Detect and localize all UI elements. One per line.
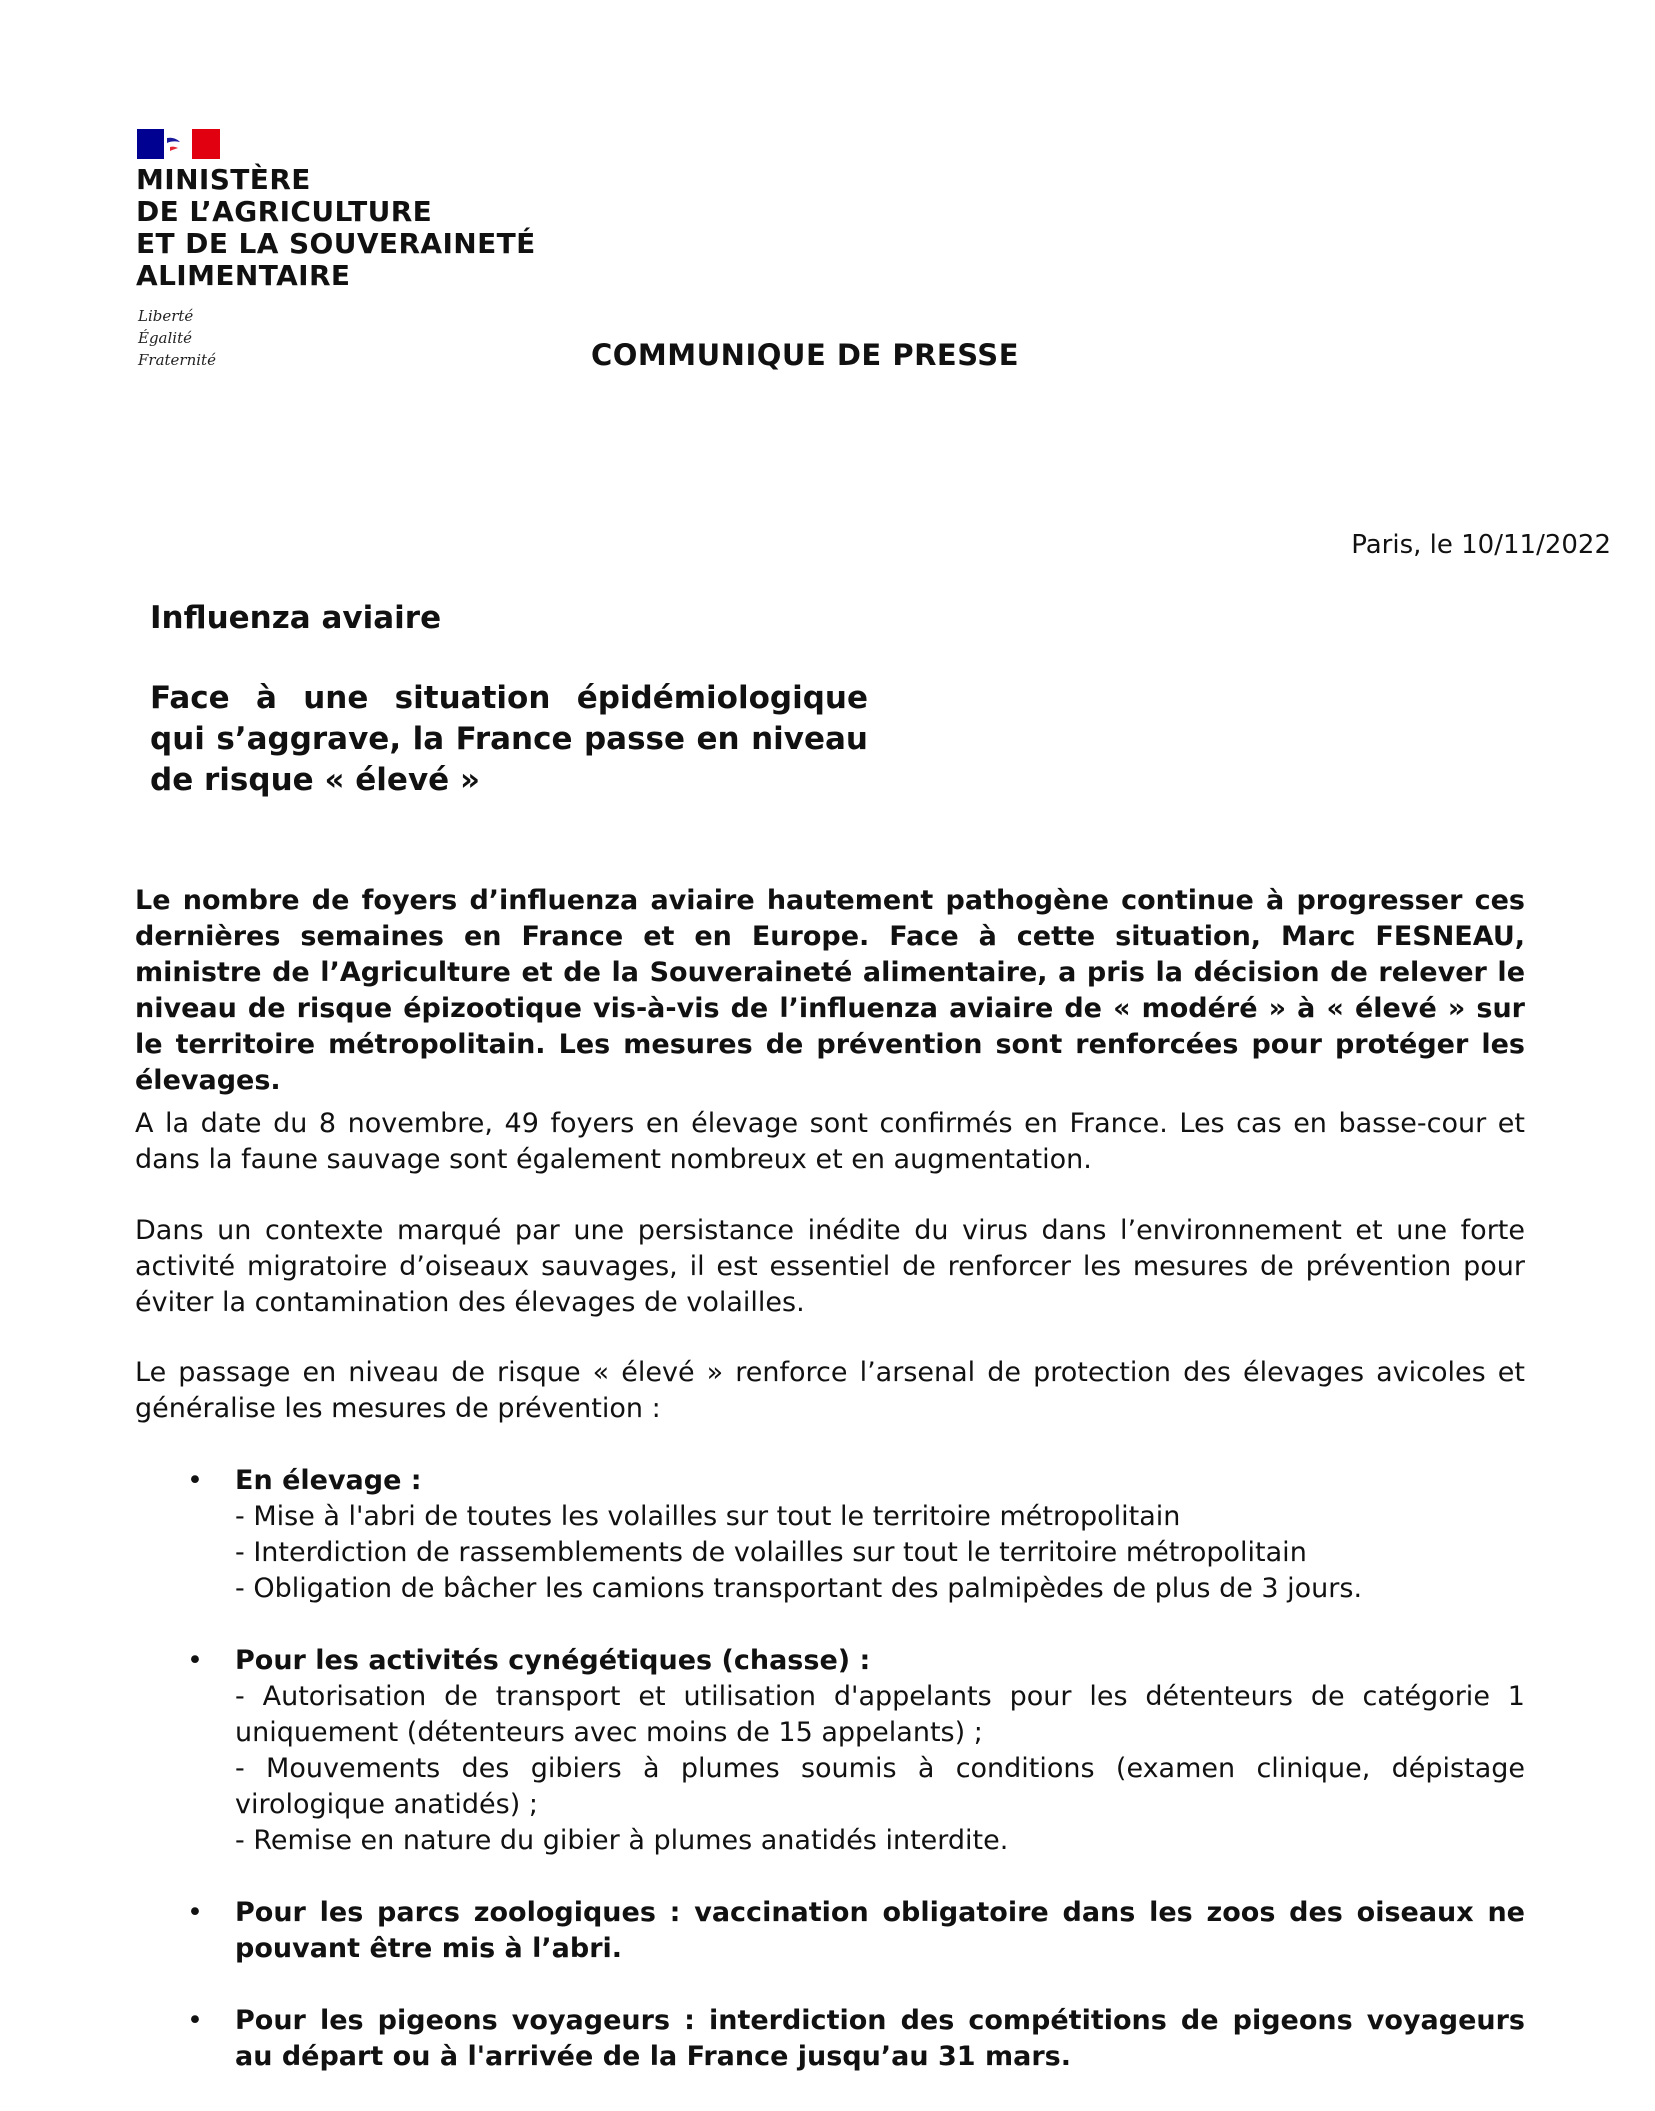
- bullet-icon: •: [187, 1897, 203, 1928]
- headline: Face à une situation épidémiologique qui s’aggrave, la France passe en niveau de risque « élevé »: [150, 680, 868, 798]
- bullet-icon: •: [187, 1465, 203, 1496]
- measure-line: - Autorisation de transport et utilisation d'appelants pour les détenteurs de catégorie 1 uniquement (détenteurs avec moins de 15 appelants) ;: [235, 1681, 1525, 1748]
- document-date: Paris, le 10/11/2022: [1351, 530, 1611, 560]
- measure-line: - Remise en nature du gibier à plumes anatidés interdite.: [235, 1825, 1009, 1856]
- measure-line: - Interdiction de rassemblements de volailles sur tout le territoire métropolitain: [235, 1537, 1307, 1568]
- measure-title: Pour les parcs zoologiques :: [235, 1897, 695, 1928]
- measure-line: - Mise à l'abri de toutes les volailles sur tout le territoire métropolitain: [235, 1501, 1181, 1532]
- measure-text: interdiction des compétitions de pigeons voyageurs au départ ou à l'arrivée de la France jusqu’au 31 mars.: [235, 2005, 1525, 2072]
- motto-line: Fraternité: [138, 351, 216, 369]
- marianne-flag-icon: [137, 129, 220, 159]
- motto-line: Liberté: [138, 307, 194, 325]
- ministry-name: [136, 164, 536, 292]
- measure-text: vaccination obligatoire dans les zoos des oiseaux ne pouvant être mis à l’abri.: [235, 1897, 1525, 1964]
- lead-paragraph: Le nombre de foyers d’influenza aviaire hautement pathogène continue à progresser ces dernières semaines en France et en Europe. Face à cette situation, Marc FESNEAU, ministre de l’Agriculture et de la Souveraineté alimentaire, a pris la décision de relever le niveau de risque épizootique vis-à-vis de l’influenza aviaire de « modéré » à « élevé » sur le territoire métropolitain. Les mesures de prévention sont renforcées pour protéger les élevages.: [135, 885, 1525, 1096]
- list-item: [135, 2003, 1525, 2075]
- list-item: [135, 1643, 1525, 1859]
- motto-line: Égalité: [138, 329, 192, 347]
- ministry-line: ALIMENTAIRE: [136, 259, 351, 292]
- ministry-line: ET DE LA SOUVERAINETÉ: [136, 227, 536, 260]
- measure-title: Pour les activités cynégétiques (chasse) :: [235, 1645, 871, 1676]
- document-title: COMMUNIQUE DE PRESSE: [590, 338, 1020, 372]
- list-item: [135, 1463, 1525, 1607]
- marianne-profile-icon: [137, 129, 220, 159]
- measure-title: En élevage :: [235, 1465, 422, 1496]
- measure-title: Pour les pigeons voyageurs :: [235, 2005, 709, 2036]
- bullet-icon: •: [187, 2005, 203, 2036]
- subject-heading: Influenza aviaire: [150, 600, 442, 636]
- measure-line: - Obligation de bâcher les camions transportant des palmipèdes de plus de 3 jours.: [235, 1573, 1363, 1604]
- ministry-line: DE L’AGRICULTURE: [136, 195, 433, 228]
- measures-list: [135, 1463, 1525, 2111]
- measure-line: - Mouvements des gibiers à plumes soumis à conditions (examen clinique, dépistage virologique anatidés) ;: [235, 1753, 1525, 1820]
- body-paragraph: A la date du 8 novembre, 49 foyers en élevage sont confirmés en France. Les cas en basse-cour et dans la faune sauvage sont également nombreux et en augmentation.: [135, 1108, 1525, 1175]
- bullet-icon: •: [187, 1645, 203, 1676]
- list-item: [135, 1895, 1525, 1967]
- body-paragraph: Dans un contexte marqué par une persistance inédite du virus dans l’environnement et une forte activité migratoire d’oiseaux sauvages, il est essentiel de renforcer les mesures de prévention pour éviter la contamination des élevages de volailles.: [135, 1215, 1525, 1318]
- ministry-line: MINISTÈRE: [136, 163, 311, 196]
- body-paragraph: Le passage en niveau de risque « élevé » renforce l’arsenal de protection des élevages avicoles et généralise les mesures de prévention :: [135, 1357, 1525, 1424]
